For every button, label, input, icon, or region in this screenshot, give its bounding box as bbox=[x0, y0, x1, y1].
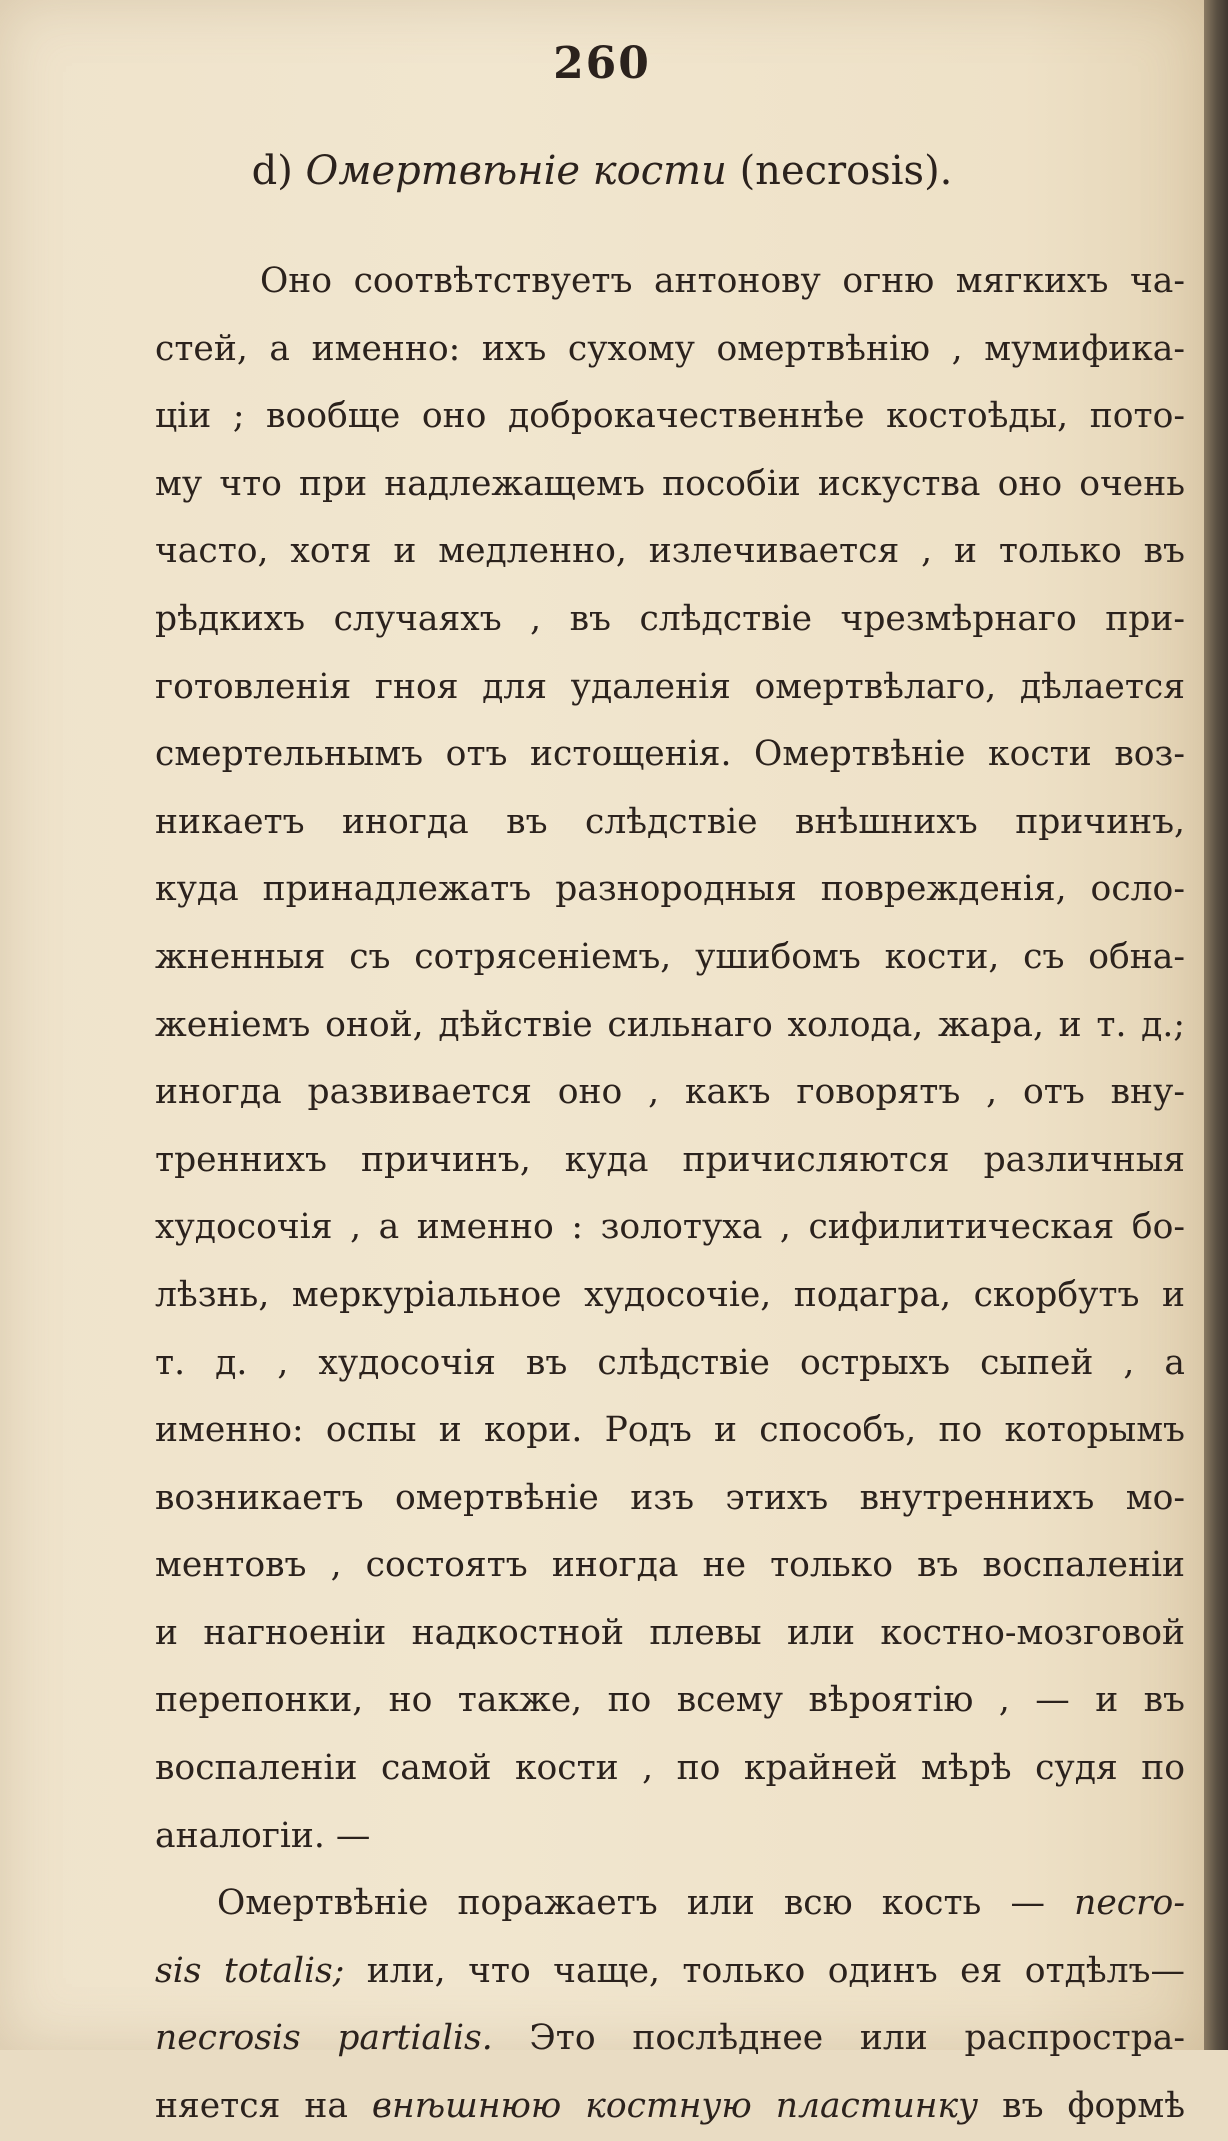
text-line bbox=[155, 2005, 1185, 2073]
text-line: му что при надлежащемъ пособіи искуства оно очень bbox=[155, 463, 1185, 504]
section-title: Омертвѣніе кости bbox=[305, 148, 727, 194]
text-line: готовленія гноя для удаленія омертвѣлаго, дѣлается bbox=[155, 666, 1185, 707]
text-line bbox=[155, 1870, 1185, 1938]
text-line: никаетъ иногда въ слѣдствіе внѣшнихъ причинъ, bbox=[155, 801, 1185, 842]
text-line: и нагноеніи надкостной плевы или костно-мозговой bbox=[155, 1612, 1185, 1653]
page-body bbox=[155, 248, 1185, 2141]
section-latin-title: (necrosis). bbox=[739, 148, 953, 194]
latin-term: necrosis partialis. bbox=[155, 2018, 493, 2059]
text-line: т. д. , худосочія въ слѣдствіе острыхъ сыпей , а bbox=[155, 1342, 1185, 1383]
text-line: именно: оспы и кори. Родъ и способъ, по которымъ bbox=[155, 1410, 1185, 1451]
text-span: Это послѣднее или распростра- bbox=[529, 2018, 1186, 2059]
text-span: Омертвѣніе поражаетъ или всю кость — bbox=[217, 1883, 1045, 1924]
text-line: аналогіи. — bbox=[155, 1815, 371, 1856]
text-line: смертельнымъ отъ истощенія. Омертвѣніе кости воз- bbox=[155, 734, 1185, 775]
text-line: Оно соотвѣтствуетъ антонову огню мягкихъ ча- bbox=[260, 261, 1185, 301]
text-line: жненныя съ сотрясеніемъ, ушибомъ кости, съ обна- bbox=[155, 936, 1185, 977]
text-line: перепонки, но также, по всему вѣроятію , — и въ bbox=[155, 1680, 1185, 1721]
text-line: худосочія , а именно : золотуха , сифилитическая бо- bbox=[155, 1207, 1185, 1248]
paragraph-2 bbox=[155, 1870, 1185, 2140]
text-line: ціи ; вообще оно доброкачественнѣе костоѣды, пото- bbox=[155, 396, 1185, 437]
text-line: куда принадлежатъ разнородныя поврежденія, осло- bbox=[155, 869, 1185, 910]
text-line: лѣзнь, меркуріальное худосочіе, подагра, скорбутъ и bbox=[155, 1274, 1185, 1315]
text-line bbox=[155, 2073, 1185, 2141]
book-binding-edge bbox=[1204, 0, 1228, 2050]
text-line bbox=[155, 1938, 1185, 2006]
emphasis-term: внѣшнюю костную пластинку bbox=[371, 2086, 979, 2127]
text-line: женіемъ оной, дѣйствіе сильнаго холода, жара, и т. д.; bbox=[155, 1004, 1185, 1045]
text-line: стей, а именно: ихъ сухому омертвѣнію , мумифика- bbox=[155, 328, 1185, 369]
latin-term: sis totalis; bbox=[155, 1950, 345, 1991]
text-span: въ формѣ bbox=[1002, 2086, 1186, 2127]
text-line: рѣдкихъ случаяхъ , въ слѣдствіе чрезмѣрнаго при- bbox=[155, 598, 1185, 639]
text-line: иногда развивается оно , какъ говорятъ , отъ вну- bbox=[155, 1072, 1185, 1113]
latin-term: necro- bbox=[1074, 1883, 1185, 1924]
paragraph-1 bbox=[155, 248, 1185, 1870]
text-span: или, что чаще, только одинъ ея отдѣлъ— bbox=[366, 1950, 1186, 1991]
section-label: d) bbox=[251, 148, 293, 194]
page-number: 260 bbox=[553, 38, 651, 89]
text-line: возникаетъ омертвѣніе изъ этихъ внутреннихъ мо- bbox=[155, 1477, 1185, 1518]
text-span: няется на bbox=[155, 2086, 348, 2127]
section-heading bbox=[0, 148, 1204, 194]
text-line: ментовъ , состоятъ иногда не только въ воспаленіи bbox=[155, 1545, 1185, 1586]
text-line: часто, хотя и медленно, излечивается , и только въ bbox=[155, 531, 1185, 572]
text-line: воспаленіи самой кости , по крайней мѣрѣ судя по bbox=[155, 1748, 1185, 1789]
text-line: треннихъ причинъ, куда причисляются различныя bbox=[155, 1139, 1185, 1180]
